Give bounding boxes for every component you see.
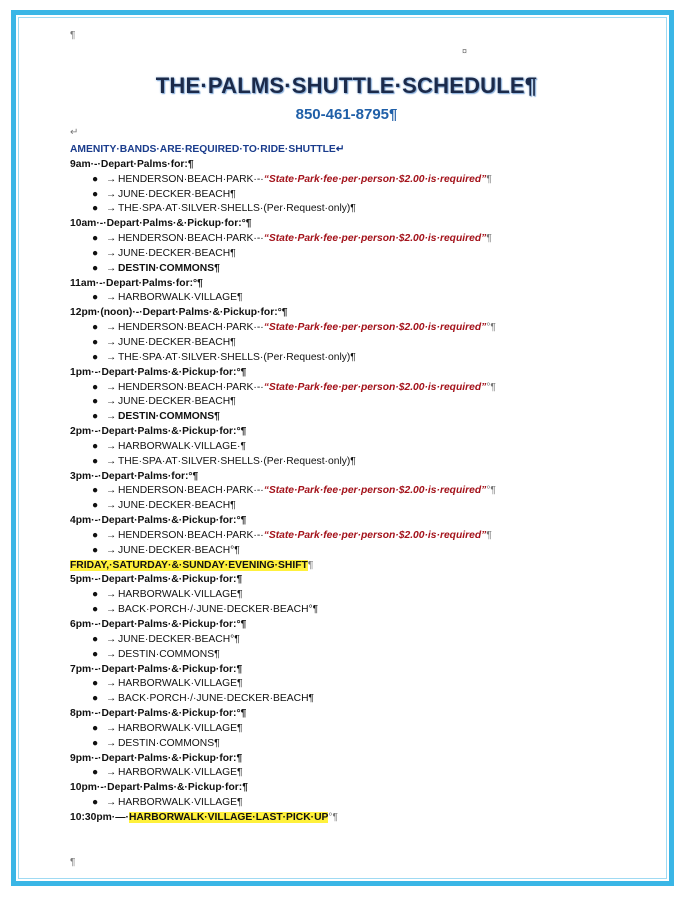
bullet-icon: ● (92, 455, 99, 467)
paragraph-mark: °¶ (328, 811, 339, 823)
time-header-text: 12pm·(noon)·-·Depart·Palms·&·Pickup·for:°¶ (70, 307, 288, 319)
bullet-icon: ● (92, 203, 99, 215)
time-header-text: 9am·-·Depart·Palms·for:¶ (70, 158, 194, 170)
arrow-icon: → (106, 455, 117, 467)
time-header-text: 8pm·-·Depart·Palms·&·Pickup·for:°¶ (70, 708, 247, 720)
destination-item (70, 677, 630, 692)
destination-text: JUNE·DECKER·BEACH°¶ (118, 633, 240, 645)
arrow-icon: → (106, 678, 117, 690)
time-header-text: 2pm·-·Depart·Palms·&·Pickup·for:°¶ (70, 426, 247, 438)
bullet-icon: ● (92, 544, 99, 556)
last-pickup-text: HARBORWALK·VILLAGE·LAST·PICK·UP (128, 811, 329, 823)
destination-text: HARBORWALK·VILLAGE¶ (118, 589, 243, 601)
fee-note: “State·Park·fee·per·person·$2.00·is·required” (263, 233, 487, 245)
bullet-icon: ● (92, 797, 99, 809)
bullet-icon: ● (92, 529, 99, 541)
amenity-notice (70, 143, 630, 158)
arrow-icon: → (106, 381, 117, 393)
arrow-icon: → (106, 589, 117, 601)
arrow-icon: → (106, 485, 117, 497)
time-header (70, 277, 630, 292)
paragraph-mark: ¶ (486, 173, 492, 185)
bullet-icon: ● (92, 188, 99, 200)
bullet-icon: ● (92, 485, 99, 497)
time-header-text: 6pm·-·Depart·Palms·&·Pickup·for:°¶ (70, 619, 247, 630)
destination-item (70, 588, 630, 603)
time-header (70, 217, 630, 232)
destination-item (70, 395, 630, 410)
destination-text: JUNE·DECKER·BEACH°¶ (118, 544, 240, 556)
destination-text: BACK·PORCH·/·JUNE·DECKER·BEACH¶ (118, 693, 315, 705)
fee-note: “State·Park·fee·per·person·$2.00·is·required” (263, 381, 487, 393)
destination-text: HARBORWALK·VILLAGE¶ (118, 797, 243, 809)
destination-item (70, 692, 630, 707)
time-header (70, 573, 630, 588)
bullet-icon: ● (92, 322, 99, 334)
arrow-icon: → (106, 262, 117, 274)
destination-item (70, 633, 630, 648)
destination-item (70, 722, 630, 737)
destination-item (70, 232, 630, 247)
time-header (70, 514, 630, 529)
time-header-text: 9pm·-·Depart·Palms·&·Pickup·for:¶ (70, 752, 243, 764)
last-pickup-time: 10:30pm·—· (70, 811, 129, 823)
arrow-icon: → (106, 292, 117, 304)
destination-text: JUNE·DECKER·BEACH¶ (118, 188, 236, 200)
bullet-icon: ● (92, 233, 99, 245)
arrow-icon: → (106, 648, 117, 660)
last-pickup-line (70, 811, 630, 826)
paragraph-mark: ¶ (486, 529, 492, 541)
time-header (70, 752, 630, 767)
destination-text: HARBORWALK·VILLAGE¶ (118, 292, 243, 304)
arrow-icon: → (106, 693, 117, 705)
schedule-body (70, 143, 630, 826)
paragraph-mark: °¶ (486, 485, 496, 497)
arrow-icon: → (106, 767, 117, 779)
destination-item (70, 321, 630, 336)
destination-item (70, 529, 630, 544)
destination-item (70, 648, 630, 663)
bullet-icon: ● (92, 396, 99, 408)
bullet-icon: ● (92, 648, 99, 660)
destination-item (70, 247, 630, 262)
document-title: THE·PALMS·SHUTTLE·SCHEDULE¶ (155, 73, 538, 98)
destination-item (70, 351, 630, 366)
destination-text: HENDERSON·BEACH·PARK·-· (118, 485, 264, 497)
arrow-icon: → (106, 722, 117, 734)
time-header-text: 10pm·-·Depart·Palms·&·Pickup·for:¶ (70, 782, 248, 794)
destination-text: DESTIN·COMMONS¶ (118, 737, 220, 749)
destination-text: HENDERSON·BEACH·PARK·-· (118, 233, 264, 245)
bullet-icon: ● (92, 737, 99, 749)
bullet-icon: ● (92, 173, 99, 185)
arrow-icon: → (106, 233, 117, 245)
time-header-text: 11am·-·Depart·Palms·for:°¶ (70, 277, 203, 289)
destination-text: THE·SPA·AT·SILVER·SHELLS·(Per·Request·only)¶ (118, 203, 356, 215)
arrow-icon: → (106, 351, 117, 363)
time-header (70, 781, 630, 796)
amenity-text: AMENITY·BANDS·ARE·REQUIRED·TO·RIDE·SHUTTLE↵ (70, 144, 345, 155)
paragraph-mark: °¶ (486, 381, 496, 393)
paragraph-mark: °¶ (486, 322, 496, 334)
destination-text: HARBORWALK·VILLAGE·¶ (118, 440, 246, 452)
time-header (70, 707, 630, 722)
evening-shift-heading (70, 559, 630, 574)
arrow-icon: → (106, 411, 117, 423)
time-header (70, 306, 630, 321)
arrow-icon: → (106, 529, 117, 541)
destination-item (70, 455, 630, 470)
destination-item (70, 291, 630, 306)
destination-item (70, 484, 630, 499)
destination-item (70, 440, 630, 455)
evening-shift-text: FRIDAY,·SATURDAY·&·SUNDAY·EVENING·SHIFT (70, 559, 308, 571)
fee-note: “State·Park·fee·per·person·$2.00·is·required” (263, 173, 487, 185)
arrow-icon: → (106, 203, 117, 215)
destination-item (70, 381, 630, 396)
arrow-icon: → (106, 322, 117, 334)
bullet-icon: ● (92, 411, 99, 423)
bullet-icon: ● (92, 722, 99, 734)
anchor-mark: ¤ (462, 46, 468, 56)
bullet-icon: ● (92, 589, 99, 601)
arrow-icon: → (106, 797, 117, 809)
arrow-icon: → (106, 500, 117, 512)
bullet-icon: ● (92, 247, 99, 259)
destination-text: HENDERSON·BEACH·PARK·-· (118, 173, 264, 185)
time-header-text: 7pm·-·Depart·Palms·&·Pickup·for:¶ (70, 663, 243, 675)
destination-item (70, 796, 630, 811)
bullet-icon: ● (92, 693, 99, 705)
time-header (70, 663, 630, 678)
paragraph-mark: ¶ (307, 559, 314, 571)
arrow-icon: → (106, 544, 117, 556)
arrow-icon: → (106, 633, 117, 645)
destination-item (70, 202, 630, 217)
destination-text: HENDERSON·BEACH·PARK·-· (118, 529, 264, 541)
time-header (70, 618, 630, 633)
paragraph-mark: ¶ (486, 233, 492, 245)
time-header-text: 3pm·-·Depart·Palms·for:°¶ (70, 470, 199, 482)
bullet-icon: ● (92, 262, 99, 274)
destination-text: HARBORWALK·VILLAGE¶ (118, 678, 243, 690)
arrow-icon: → (106, 173, 117, 185)
destination-item (70, 737, 630, 752)
destination-item (70, 262, 630, 277)
destination-item (70, 188, 630, 203)
arrow-icon: → (106, 188, 117, 200)
line-break-mark: ↵ (70, 127, 79, 138)
arrow-icon: → (106, 604, 117, 616)
paragraph-mark-bottom: ¶ (70, 857, 76, 868)
time-header-text: 5pm·-·Depart·Palms·&·Pickup·for:¶ (70, 574, 243, 586)
bullet-icon: ● (92, 633, 99, 645)
time-header-text: 10am·-·Depart·Palms·&·Pickup·for:°¶ (70, 218, 252, 230)
destination-text: HARBORWALK·VILLAGE¶ (118, 722, 243, 734)
destination-item (70, 336, 630, 351)
destination-text: HENDERSON·BEACH·PARK·-· (118, 381, 264, 393)
bullet-icon: ● (92, 678, 99, 690)
arrow-icon: → (106, 440, 117, 452)
destination-text: THE·SPA·AT·SILVER·SHELLS·(Per·Request·only)¶ (118, 351, 356, 363)
destination-text: DESTIN·COMMONS¶ (118, 262, 220, 274)
destination-text: HENDERSON·BEACH·PARK·-· (118, 322, 264, 334)
bullet-icon: ● (92, 381, 99, 393)
destination-text: DESTIN·COMMONS¶ (118, 411, 220, 423)
destination-text: JUNE·DECKER·BEACH¶ (118, 500, 236, 512)
fee-note: “State·Park·fee·per·person·$2.00·is·required” (263, 322, 487, 334)
destination-item (70, 603, 630, 618)
time-header (70, 470, 630, 485)
arrow-icon: → (106, 396, 117, 408)
destination-item (70, 410, 630, 425)
destination-text: HARBORWALK·VILLAGE¶ (118, 767, 243, 779)
bullet-icon: ● (92, 292, 99, 304)
destination-item (70, 766, 630, 781)
bullet-icon: ● (92, 604, 99, 616)
destination-item (70, 544, 630, 559)
bullet-icon: ● (92, 336, 99, 348)
paragraph-mark-top: ¶ (70, 30, 76, 41)
time-header (70, 425, 630, 440)
time-header (70, 158, 630, 173)
destination-text: BACK·PORCH·/·JUNE·DECKER·BEACH°¶ (118, 604, 319, 616)
destination-text: JUNE·DECKER·BEACH¶ (118, 336, 236, 348)
destination-item (70, 499, 630, 514)
destination-text: JUNE·DECKER·BEACH¶ (118, 247, 236, 259)
fee-note: “State·Park·fee·per·person·$2.00·is·required” (263, 485, 487, 497)
time-header (70, 366, 630, 381)
fee-note: “State·Park·fee·per·person·$2.00·is·required” (263, 529, 487, 541)
bullet-icon: ● (92, 767, 99, 779)
bullet-icon: ● (92, 351, 99, 363)
destination-item (70, 173, 630, 188)
destination-text: DESTIN·COMMONS¶ (118, 648, 220, 660)
destination-text: THE·SPA·AT·SILVER·SHELLS·(Per·Request·only)¶ (118, 455, 356, 467)
phone-number: 850-461-8795¶ (295, 106, 398, 123)
bullet-icon: ● (92, 440, 99, 452)
time-header-text: 4pm·-·Depart·Palms·&·Pickup·for:°¶ (70, 515, 247, 527)
destination-text: JUNE·DECKER·BEACH¶ (118, 396, 236, 408)
time-header-text: 1pm·-·Depart·Palms·&·Pickup·for:°¶ (70, 366, 247, 378)
arrow-icon: → (106, 336, 117, 348)
arrow-icon: → (106, 737, 117, 749)
bullet-icon: ● (92, 500, 99, 512)
arrow-icon: → (106, 247, 117, 259)
